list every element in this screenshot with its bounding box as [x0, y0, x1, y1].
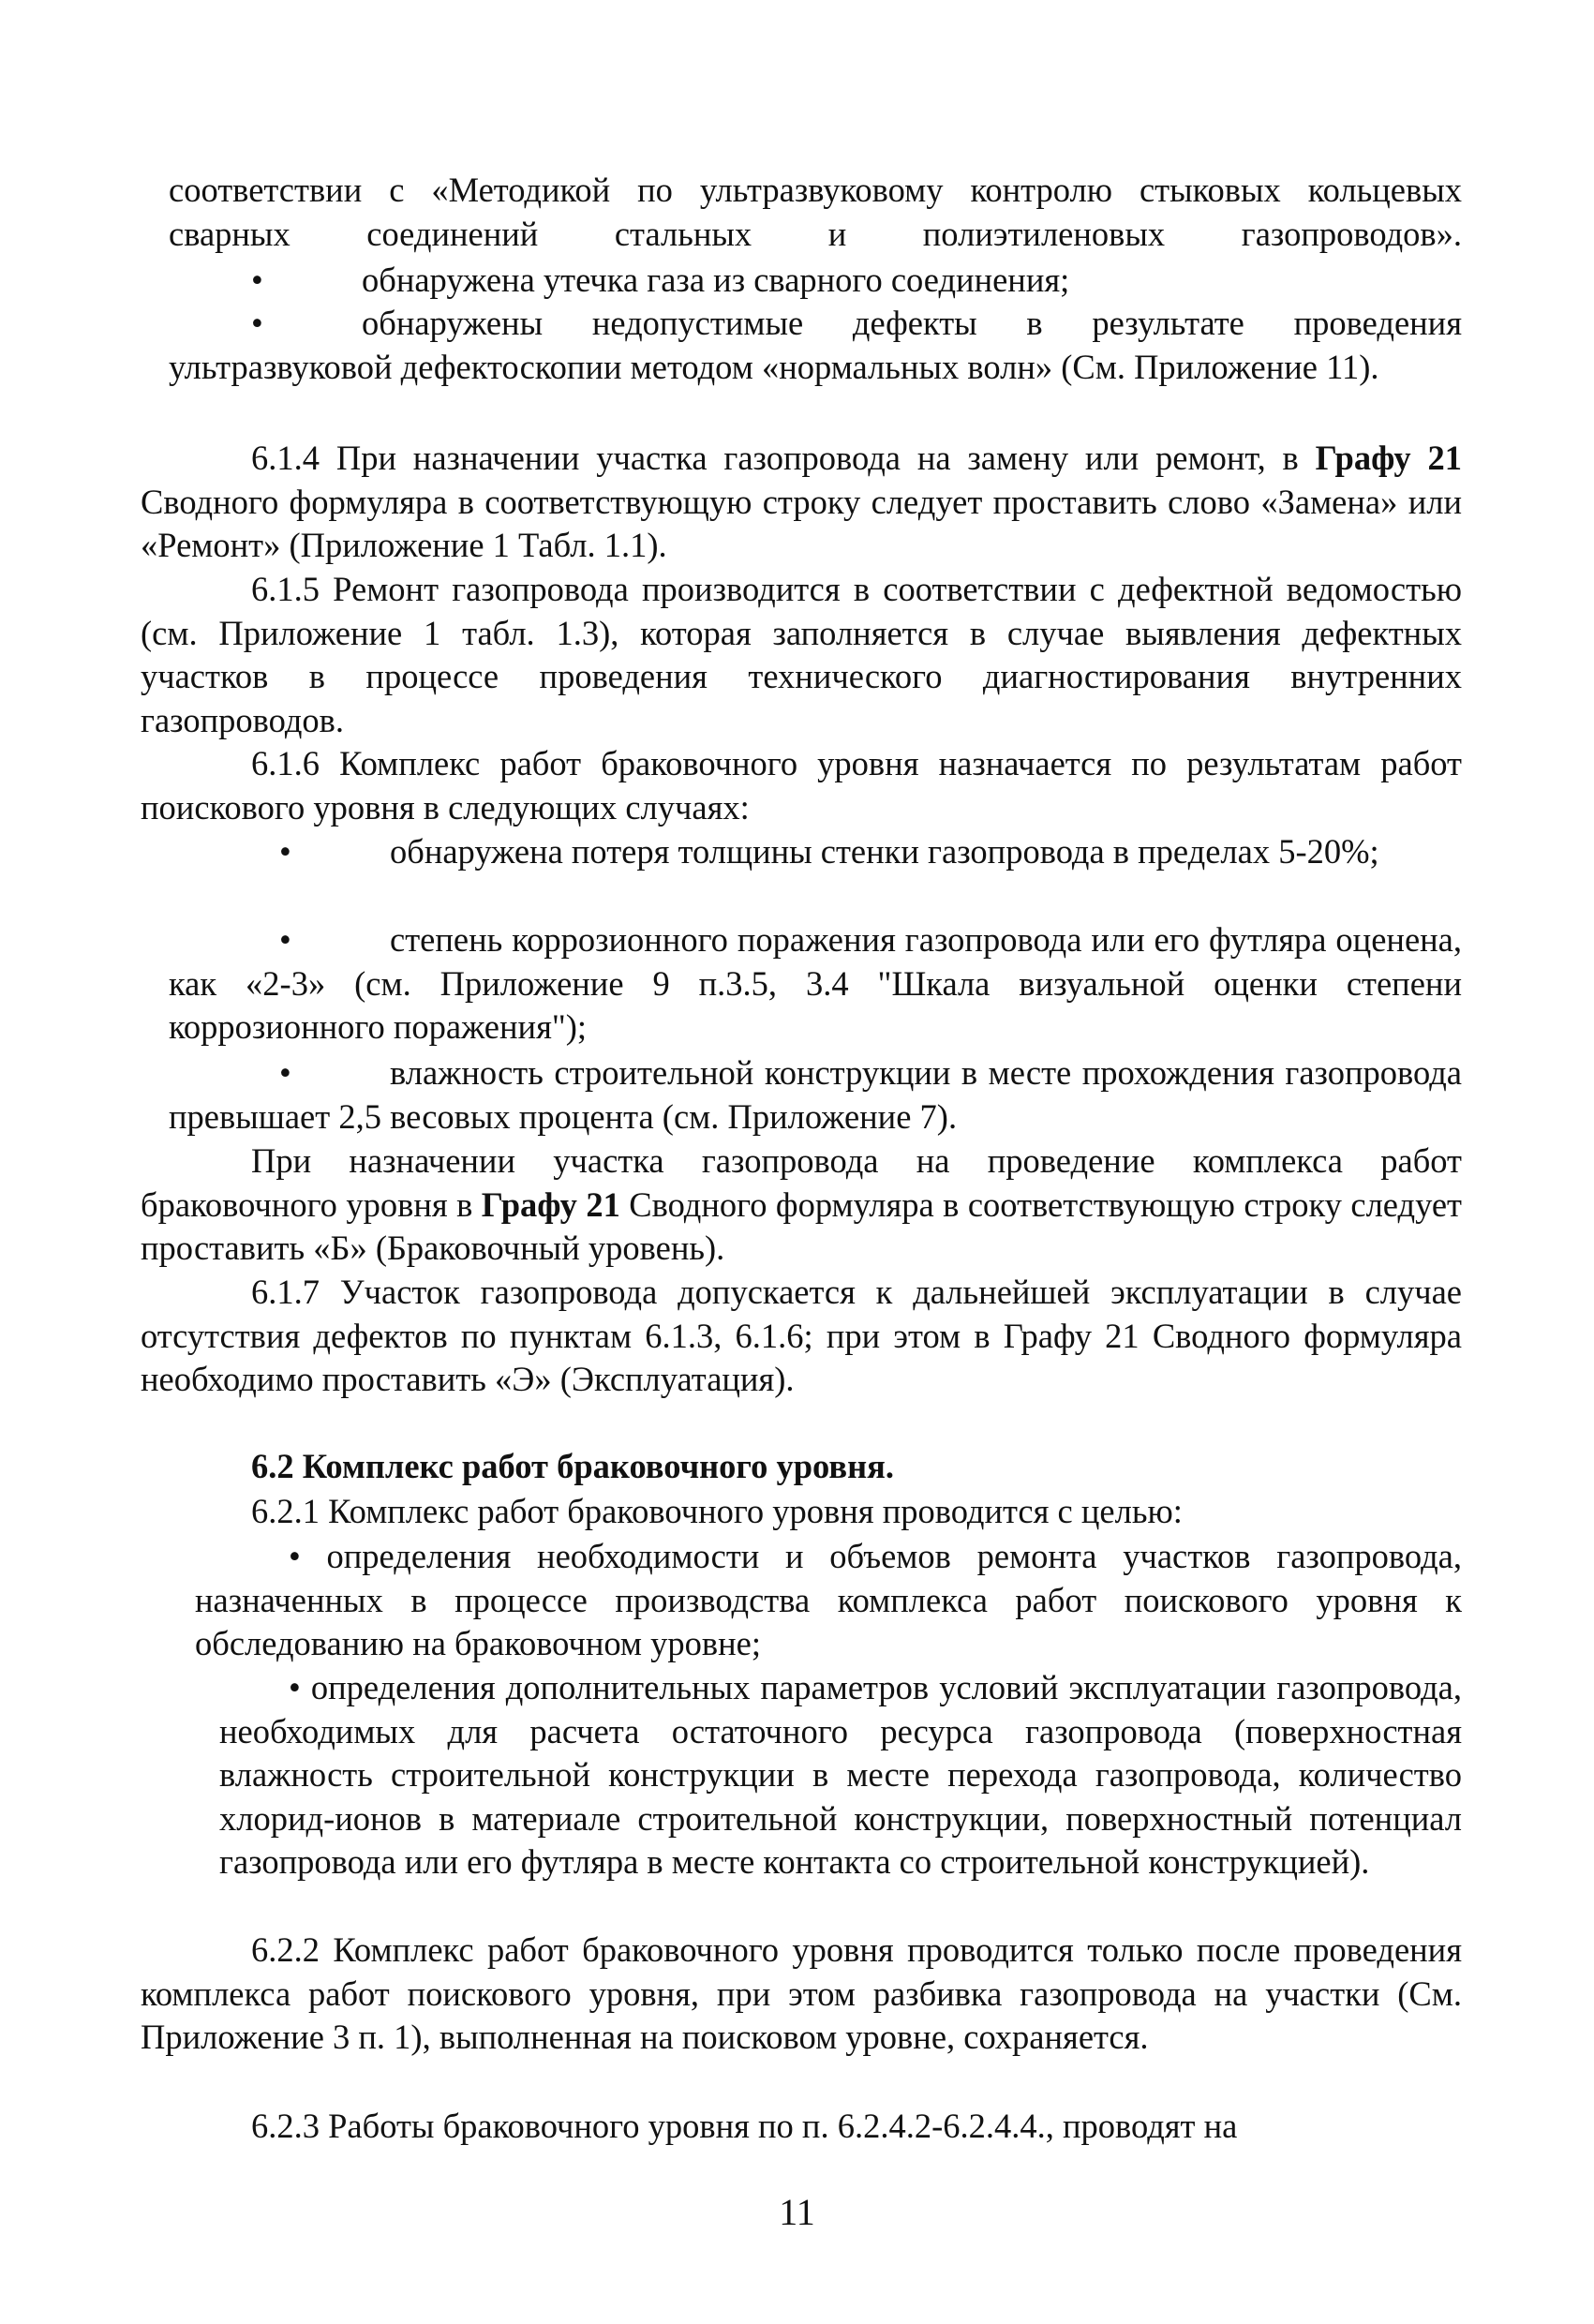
page-number: 11 [779, 2191, 815, 2233]
bullet-icon: • [279, 1053, 291, 1092]
bold-text: Графу [1315, 439, 1411, 477]
bullet-item [219, 1666, 1462, 1885]
bullet-item [251, 259, 1462, 303]
bullet-text: определения дополнительных параметров условий эксплуатации газопровода, необходимых для расчета остаточного ресурса газопровода (поверхностная влажность строительной конструкции в месте перехода газопровода, количество хлорид-ионов в материале строительной конструкции, поверхностный потенциал газопровода или его футляра в месте контакта со строительной конструкцией). [219, 1668, 1462, 1881]
paragraph-text: 6.1.4 При назначении участка газопровода на замену или ремонт, в [251, 439, 1316, 477]
paragraph-6-1-6 [141, 742, 1462, 829]
paragraph-6-1-7 [141, 1271, 1462, 1402]
bullet-text: степень коррозионного поражения газопровода или его футляра оценена, как «2-3» (см. Приложение 9 п.3.5, 3.4 "Шкала визуальной оценки степени коррозионного поражения"); [169, 920, 1462, 1046]
bold-text: 21 [1427, 439, 1463, 477]
paragraph-text: 6.1.6 Комплекс работ браковочного уровня назначается по результатам работ поискового уровня в следующих случаях: [141, 744, 1462, 827]
bullet-icon: • [279, 832, 291, 871]
bullet-icon: • [279, 920, 291, 959]
bullet-icon: • [251, 261, 263, 299]
paragraph-6-1-5 [141, 568, 1462, 742]
paragraph-text: 6.1.5 Ремонт газопровода производится в соответствии с дефектной ведомостью (см. Приложение 1 табл. 1.3), которая заполняется в случае выявления дефектных участков в процессе проведения технического диагностирования внутренних газопроводов. [141, 570, 1462, 739]
paragraph-text: 6.2.3 Работы браковочного уровня по п. 6.2.4.2-6.2.4.4., проводят на [251, 2107, 1238, 2145]
bullet-text: влажность строительной конструкции в месте прохождения газопровода превышает 2,5 весовых процента (см. Приложение 7). [169, 1053, 1462, 1136]
bullet-text: определения необходимости и объемов ремонта участков газопровода, назначенных в процессе производства комплекса работ поискового уровня к обследованию на браковочном уровне; [195, 1537, 1463, 1662]
bullet-item [195, 1535, 1462, 1666]
paragraph-text: 6.2.1 Комплекс работ браковочного уровня проводится с целью: [251, 1492, 1183, 1530]
bullet-text: обнаружена потеря толщины стенки газопровода в пределах 5-20%; [390, 832, 1379, 871]
bullet-icon: • [289, 1537, 301, 1575]
bullet-text: обнаружены недопустимые дефекты в результате проведения ультразвуковой дефектоскопии методом «нормальных волн» (См. Приложение 11). [169, 304, 1462, 386]
bullet-text: обнаружена утечка газа из сварного соединения; [362, 261, 1070, 299]
paragraph-6-2-2 [141, 1929, 1462, 2060]
paragraph-text: 6.1.7 Участок газопровода допускается к дальнейшей эксплуатации в случае отсутствия дефектов по пунктам 6.1.3, 6.1.6; при этом в Графу 21 Сводного формуляра необходимо проставить «Э» (Эксплуатация). [141, 1273, 1462, 1398]
bullet-item [169, 830, 1462, 874]
paragraph-assignment [141, 1140, 1462, 1271]
bold-text: Графу 21 [481, 1184, 620, 1224]
bullet-icon: • [251, 304, 263, 342]
bullet-item [169, 918, 1462, 1050]
paragraph-continuation [169, 169, 1462, 256]
paragraph-6-2-3 [251, 2105, 1462, 2149]
paragraph-text: При назначении участка газопровода на проведение комплекса работ браковочного уровня в [141, 1141, 1462, 1224]
bullet-icon: • [289, 1668, 301, 1706]
paragraph-6-1-4 [141, 437, 1462, 568]
bullet-item [169, 302, 1462, 389]
paragraph-text: Сводного формуляра в соответствующую строку следует проставить слово «Замена» или «Ремонт» (Приложение 1 Табл. 1.1). [141, 482, 1462, 564]
paragraph-6-2-1 [251, 1490, 1462, 1534]
section-heading-6-2: 6.2 Комплекс работ браковочного уровня. [251, 1447, 894, 1485]
paragraph-text: Сводного формуляра в соответствующую строку следует проставить «Б» (Браковочный уровень). [141, 1184, 1463, 1267]
paragraph-text: соответствии с «Методикой по ультразвуковому контролю стыковых кольцевых сварных соединений стальных и полиэтиленовых газопроводов». [169, 171, 1462, 253]
bullet-item [169, 1051, 1462, 1139]
paragraph-text: 6.2.2 Комплекс работ браковочного уровня проводится только после проведения комплекса работ поискового уровня, при этом разбивка газопровода на участки (См. Приложение 3 п. 1), выполненная на поисковом уровне, сохраняется. [141, 1930, 1462, 2056]
